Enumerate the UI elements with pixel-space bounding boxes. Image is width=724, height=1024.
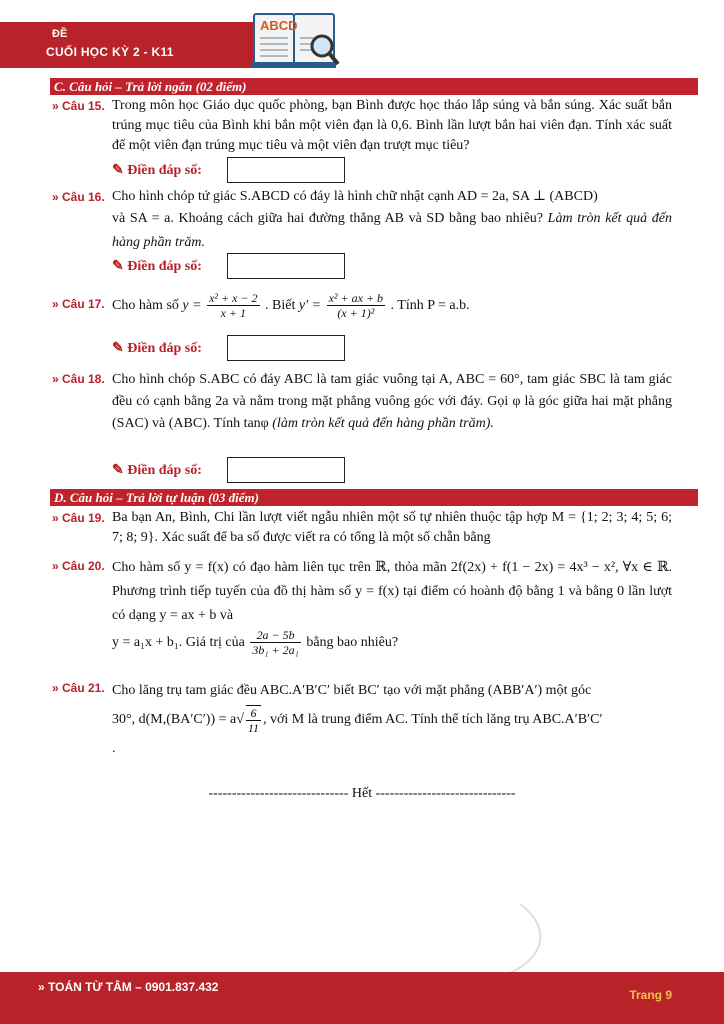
question-21: [52, 678, 672, 762]
question-16-text-a: Cho hình chóp tứ giác S.ABCD có đáy là hình chữ nhật cạnh AD = 2a, SA ⊥ (ABCD): [112, 189, 598, 204]
q20-frac-den: 3b₁ + 2a₁: [252, 643, 299, 658]
answer-17-label: ✎ Điền đáp số:: [112, 341, 202, 356]
q17-frac2-num: x² + ax + b: [328, 291, 384, 306]
section-d-title: D. Câu hỏi – Trả lời tự luận (03 điểm): [50, 489, 698, 506]
section-c-title: C. Câu hỏi – Trả lời ngắn (02 điểm): [50, 78, 698, 95]
question-15: [52, 96, 672, 156]
question-18: [52, 369, 672, 435]
q17-text-3: . Tính P = a.b.: [390, 298, 470, 313]
footer-contact: » TOÁN TỪ TÂM – 0901.837.432: [38, 980, 219, 994]
header-line1: ĐỀ: [52, 28, 68, 40]
q17-fraction-2: [327, 291, 385, 320]
q20-frac-num: 2a − 5b: [250, 628, 300, 643]
question-18-text: Cho hình chóp S.ABC có đáy ABC là tam giác vuông tại A, ABC = 60°, tam giác SBC là tam giác đều có cạnh bằng 2a và nằm trong mặt phẳng vuông góc với đáy. Gọi φ là góc giữa hai mặt phẳng (SAC) và (ABC). Tính tanφ: [112, 372, 672, 431]
header-line2: CUỐI HỌC KỲ 2 - K11: [46, 45, 174, 59]
question-15-text: Trong môn học Giáo dục quốc phòng, bạn Bình được học tháo lắp súng và bắn súng. Xác suất bắn trúng mục tiêu của Bình khi bắn một viên đạn là 0,6. Bình lần lượt bắn hai viên đạn. Tính xác suất để một viên đạn trúng mục tiêu và một viên đạn trượt mục tiêu?: [112, 98, 672, 153]
page-number: Trang 9: [629, 988, 672, 1002]
question-17-number: » Câu 17.: [52, 297, 105, 311]
q21-sqrt-fraction: [246, 705, 261, 735]
question-15-number: » Câu 15.: [52, 99, 105, 113]
answer-17-box[interactable]: [227, 335, 345, 361]
q17-yp-eq: y′ =: [298, 298, 322, 313]
end-marker: ------------------------------ Hết ------------------------------: [208, 786, 516, 801]
question-16: [52, 187, 672, 255]
question-20-text-c: bằng bao nhiêu?: [306, 635, 399, 650]
q21-sqrt-num: 6: [246, 706, 261, 721]
question-19-text: Ba bạn An, Bình, Chi lần lượt viết ngẫu nhiên một số tự nhiên thuộc tập hợp M = {1; 2; 3; 4; 5; 6; 7; 8; 9}. Xác suất để ba số được viết ra có tổng là một số chẵn bằng: [112, 510, 672, 545]
q17-frac1-num: x² + x − 2: [209, 291, 258, 306]
question-20-text-a: Cho hàm số y = f(x) có đạo hàm liên tục trên ℝ, thỏa mãn 2f(2x) + f(1 − 2x) = 4x³ − x², ∀x ∈ ℝ. Phương trình tiếp tuyến của đồ thị hàm số y = f(x) tại điểm có hoành độ bằng 1 và bằng 0 lần lượt có dạng y = ax + b và: [112, 560, 672, 623]
q17-y-eq: y =: [182, 298, 202, 313]
question-19: [52, 508, 672, 548]
question-21-text-b: 30°, d(M,(BA′C′)) = a√: [112, 712, 244, 727]
answer-18-label: ✎ Điền đáp số:: [112, 463, 202, 478]
header-band: [0, 22, 278, 68]
q17-frac1-den: x + 1: [220, 306, 246, 321]
question-21-text-a: Cho lăng trụ tam giác đều ABC.A′B′C′ biết BC′ tạo với mặt phẳng (ABB′A′) một góc: [112, 683, 592, 698]
question-16-note: Làm tròn kết quả đến hàng phần trăm.: [112, 211, 673, 250]
q21-sqrt-den: 11: [247, 720, 260, 735]
answer-16-box[interactable]: [227, 253, 345, 279]
question-18-number: » Câu 18.: [52, 372, 105, 386]
question-20-number: » Câu 20.: [52, 559, 105, 573]
book-title: ABCD: [260, 18, 298, 33]
question-21-text-d: .: [112, 741, 116, 756]
question-17: [52, 286, 672, 326]
question-21-text-c: , với M là trung điểm AC. Tính thể tích lăng trụ ABC.A′B′C′: [263, 712, 603, 727]
q17-text-1: Cho hàm số: [112, 298, 179, 313]
answer-15-label: ✎ Điền đáp số:: [112, 163, 202, 178]
answer-18-box[interactable]: [227, 457, 345, 483]
question-19-number: » Câu 19.: [52, 511, 105, 525]
book-magnifier-icon: [250, 8, 342, 72]
question-16-number: » Câu 16.: [52, 190, 105, 204]
question-21-number: » Câu 21.: [52, 681, 105, 695]
answer-16-label: ✎ Điền đáp số:: [112, 259, 202, 274]
q17-fraction-1: [207, 291, 259, 320]
question-16-text: [112, 187, 672, 255]
answer-15-box[interactable]: [227, 157, 345, 183]
question-16-text-b: và SA = a. Khoảng cách giữa hai đường thẳng AB và SD bằng bao nhiêu?: [112, 211, 544, 226]
q20-fraction: [250, 628, 300, 657]
q17-text-2: . Biết: [265, 298, 296, 313]
question-20-text-b: y = a₁x + b₁. Giá trị của: [112, 635, 245, 650]
question-18-note: (làm tròn kết quả đến hàng phần trăm).: [272, 416, 494, 431]
q17-frac2-den: (x + 1)²: [337, 306, 375, 321]
question-20: [52, 556, 672, 658]
